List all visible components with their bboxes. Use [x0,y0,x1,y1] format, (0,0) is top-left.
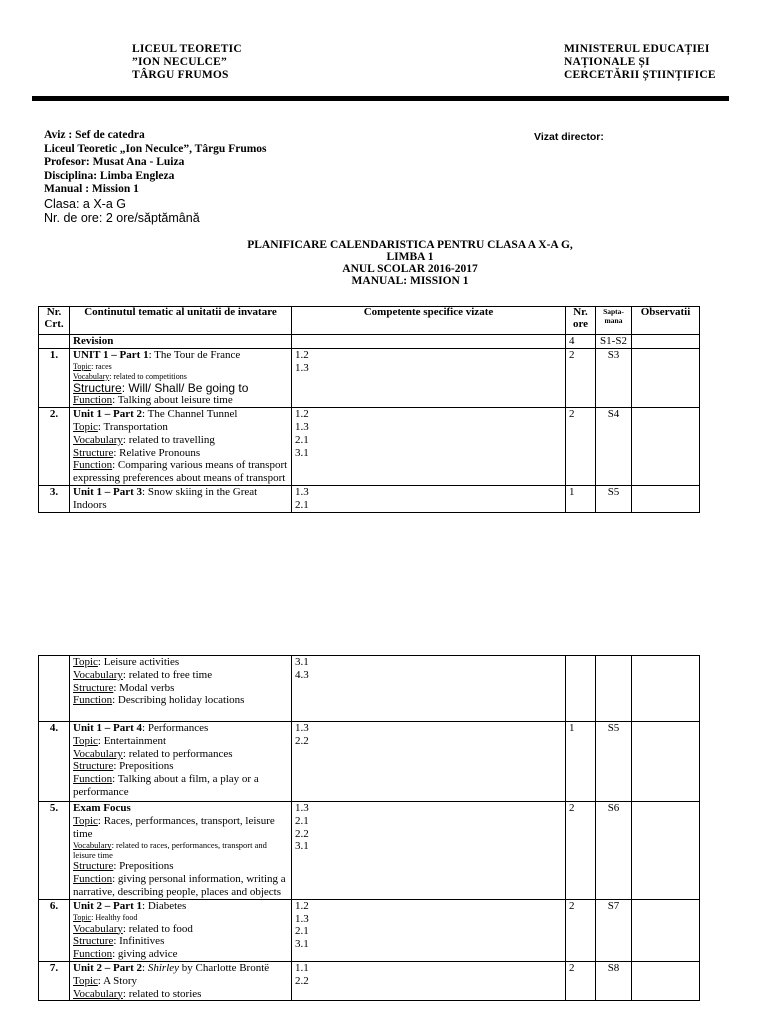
row2-content: Unit 1 – Part 2: The Channel Tunnel Topic: Transportation Vocabulary: related to travelling Structure: Relative Pronouns Function: Comparing various means of transport expressing preferences about means of transport [70,408,292,486]
row7-content: Unit 2 – Part 2: Shirley by Charlotte Brontë Topic: A Story Vocabulary: related to stories [70,961,292,1000]
table-row: 7. Unit 2 – Part 2: Shirley by Charlotte Brontë Topic: A Story Vocabulary: related to stories 1.1 2.2 2 S8 [39,961,700,1000]
table-row: 5. Exam Focus Topic: Races, performances, transport, leisure time Vocabulary: related to races, performances, transport and leisure time Structure: Prepositions Function: giving personal information, writing a narrative, describing people, places and objects 1.3 2.1 2.2 3.1 2 S6 [39,802,700,900]
header-content: Continutul tematic al unitatii de invatare [70,307,292,335]
table-row [39,656,700,722]
row1-content: UNIT 1 – Part 1: The Tour de France Topic: races Vocabulary: related to competitions Structure: Will/ Shall/ Be going to Function: Talking about leisure time [70,348,292,407]
school-name: LICEUL TEORETIC ”ION NECULCE” TÂRGU FRUMOS [132,43,242,81]
ministry-name: MINISTERUL EDUCAȚIEI NAȚIONALE ȘI CERCETĂRII ȘTIINȚIFICE [564,43,716,81]
header-observatii: Observatii [632,307,700,335]
row7-competente: 1.1 2.2 [292,961,566,1000]
ore-line: Nr. de ore: 2 ore/săptămână [44,211,200,225]
header-ore: Nr. ore [566,307,596,335]
header-divider [32,96,729,101]
row6-competente: 1.2 1.3 2.1 3.1 [292,899,566,961]
table-row: 4. Unit 1 – Part 4: Performances Topic: Entertainment Vocabulary: related to performances Structure: Prepositions Function: Talking about a film, a play or a performance 1.3 2.2 1 S5 [39,722,700,802]
row3-continued-content: Topic: Leisure activities Vocabulary: related to free time Structure: Modal verbs Function: Describing holiday locations [70,656,292,722]
clasa-line: Clasa: a X-a G [44,196,126,211]
revision-label: Revision [70,335,292,349]
planning-table-part2 [38,655,700,1001]
revision-sapt: S1-S2 [596,335,632,349]
header-nr: Nr. Crt. [39,307,70,335]
table-row: 3. Unit 1 – Part 3: Snow skiing in the Great Indoors 1.3 2.1 1 S5 [39,485,700,512]
row3-content: Unit 1 – Part 3: Snow skiing in the Great Indoors [70,485,292,512]
row3-continued-competente: 3.1 4.3 [292,656,566,722]
revision-ore: 4 [566,335,596,349]
document-title: PLANIFICARE CALENDARISTICA PENTRU CLASA A X-A G, LIMBA 1 ANUL SCOLAR 2016-2017 MANUAL: MISSION 1 [247,239,573,287]
table-row: 2. Unit 1 – Part 2: The Channel Tunnel Topic: Transportation Vocabulary: related to travelling Structure: Relative Pronouns Function: Comparing various means of transport expressing preferences about means of transport 1.2 1.3 2.1 3.1 2 S4 [39,408,700,486]
row2-competente: 1.2 1.3 2.1 3.1 [292,408,566,486]
row5-competente: 1.3 2.1 2.2 3.1 [292,802,566,900]
row1-competente: 1.2 1.3 [292,348,566,407]
row5-content: Exam Focus Topic: Races, performances, transport, leisure time Vocabulary: related to races, performances, transport and leisure time Structure: Prepositions Function: giving personal information, writing a narrative, describing people, places and objects [70,802,292,900]
profesor-line: Profesor: Musat Ana - Luiza [44,156,185,168]
document-meta [44,129,267,226]
row4-content: Unit 1 – Part 4: Performances Topic: Entertainment Vocabulary: related to performances Structure: Prepositions Function: Talking about a film, a play or a performance [70,722,292,802]
row6-content: Unit 2 – Part 1: Diabetes Topic: Healthy food Vocabulary: related to food Structure: Infinitives Function: giving advice [70,899,292,961]
table-row [39,335,700,349]
row4-competente: 1.3 2.2 [292,722,566,802]
row3-competente: 1.3 2.1 [292,485,566,512]
table-row: 1. UNIT 1 – Part 1: The Tour de France Topic: races Vocabulary: related to competitions Structure: Will/ Shall/ Be going to Function: Talking about leisure time 1.2 1.3 2 S3 [39,348,700,407]
header-competente: Competente specifice vizate [292,307,566,335]
liceu-line: Liceul Teoretic „Ion Neculce”, Târgu Frumos [44,142,267,155]
table-header-row [39,307,700,335]
disciplina-line: Disciplina: Limba Engleza [44,169,175,182]
aviz-line: Aviz : Sef de catedra [44,129,145,141]
header-saptamana: Sapta-mana [596,307,632,335]
table-row: 6. Unit 2 – Part 1: Diabetes Topic: Healthy food Vocabulary: related to food Structure: Infinitives Function: giving advice 1.2 1.3 2.1 3.1 2 S7 [39,899,700,961]
manual-line: Manual : Mission 1 [44,183,139,195]
planning-table-part1 [38,306,700,513]
vizat-director: Vizat director: [534,131,604,143]
